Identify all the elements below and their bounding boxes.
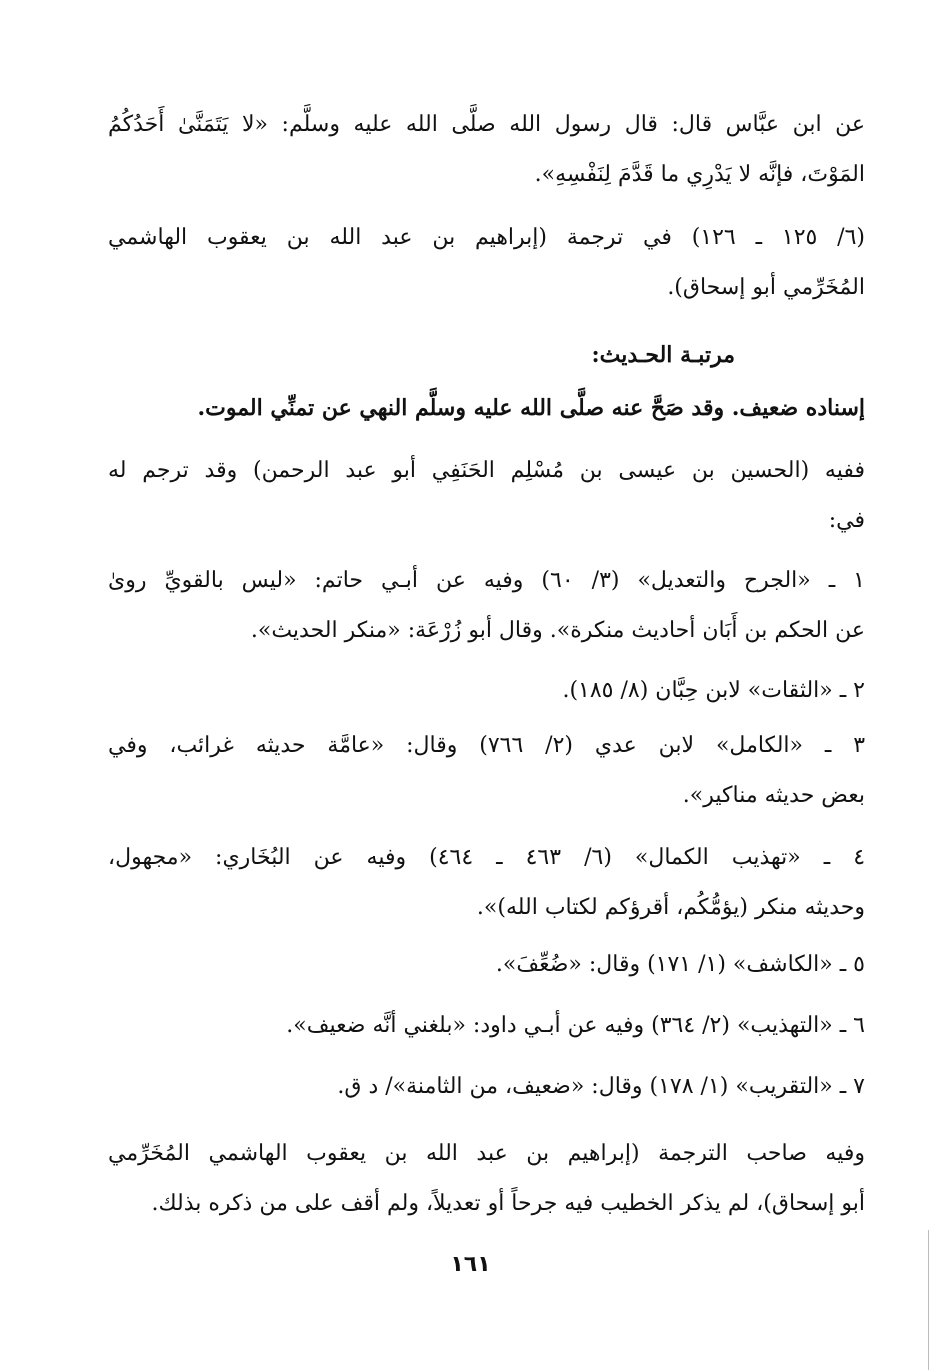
page-number: ١٦١ bbox=[450, 1252, 491, 1277]
subject-line-2: أبو إسحاق)، لم يذكر الخطيب فيه جرحاً أو تعديلاً، ولم أقف على من ذكره بذلك. bbox=[151, 1191, 865, 1216]
narrator-line-1: ففيه (الحسين بن عيسى بن مُسْلِم الحَنَفِي أبو عبد الرحمن) وقد ترجم له bbox=[108, 458, 865, 483]
source-item-3-line-2: بعض حديثه مناكير». bbox=[682, 783, 865, 808]
subject-paragraph bbox=[108, 1129, 865, 1229]
reference-line-1: (٦/ ١٢٥ ـ ١٢٦) في ترجمة (إبراهيم بن عبد الله بن يعقوب الهاشمي bbox=[108, 225, 865, 250]
source-item-1-line-1: ١ ـ «الجرح والتعديل» (٣/ ٦٠) وفيه عن أبـي حاتم: «ليس بالقويِّ روىٰ bbox=[108, 568, 865, 593]
source-item-4-line-2: وحديثه منكر (يؤمُّكُم، أقرؤكم لكتاب الله)». bbox=[476, 895, 865, 920]
source-item-1-line-2: عن الحكم بن أَبَان أحاديث منكرة». وقال أبو زُرْعَة: «منكر الحديث». bbox=[250, 618, 865, 643]
reference-line-2: المُخَرِّمي أبو إسحاق). bbox=[667, 275, 865, 300]
translation-reference bbox=[108, 213, 865, 313]
source-item-5 bbox=[108, 940, 865, 990]
hadith-line-1: عن ابن عبَّاس قال: قال رسول الله صلَّى الله عليه وسلَّم: «لا يَتَمَنَّىٰ أَحَدُكُمُ bbox=[108, 112, 865, 137]
grading-line: إسناده ضعيف. وقد صَحَّ عنه صلَّى الله عليه وسلَّم النهي عن تمنِّي الموت. bbox=[197, 395, 865, 421]
source-item-6 bbox=[108, 1001, 865, 1051]
source-item-3-line-1: ٣ ـ «الكامل» لابن عدي (٢/ ٧٦٦) وقال: «عامَّة حديثه غرائب، وفي bbox=[108, 733, 866, 758]
source-item-1 bbox=[108, 556, 865, 656]
source-item-2-text: ٢ ـ «الثقات» لابن حِبَّان (٨/ ١٨٥). bbox=[562, 678, 865, 703]
narrator-line-2: في: bbox=[828, 508, 865, 533]
source-item-6-text: ٦ ـ «التهذيب» (٢/ ٣٦٤) وفيه عن أبـي داود: «بلغني أنَّه ضعيف». bbox=[286, 1013, 865, 1038]
source-item-2 bbox=[108, 666, 865, 716]
section-title bbox=[108, 330, 735, 380]
section-title-text: مرتبـة الحـديث: bbox=[591, 342, 735, 368]
source-item-3 bbox=[108, 721, 865, 821]
subject-line-1: وفيه صاحب الترجمة (إبراهيم بن عبد الله بن يعقوب الهاشمي المُخَرِّمي bbox=[108, 1141, 865, 1166]
hadith-line-2: المَوْتَ، فإنَّه لا يَدْرِي ما قَدَّمَ لِنَفْسِهِ». bbox=[534, 162, 865, 187]
source-item-4 bbox=[108, 833, 865, 933]
narrator-paragraph bbox=[108, 446, 865, 546]
grading-paragraph bbox=[108, 383, 865, 433]
source-item-7 bbox=[108, 1062, 865, 1112]
source-item-7-text: ٧ ـ «التقريب» (١/ ١٧٨) وقال: «ضعيف، من الثامنة»/ د ق. bbox=[337, 1074, 865, 1099]
page-edge-line bbox=[928, 1230, 929, 1370]
source-item-5-text: ٥ ـ «الكاشف» (١/ ١٧١) وقال: «ضُعِّفَ». bbox=[495, 952, 865, 977]
source-item-4-line-1: ٤ ـ «تهذيب الكمال» (٦/ ٤٦٣ ـ ٤٦٤) وفيه عن البُخَاري: «مجهول، bbox=[108, 845, 866, 870]
hadith-paragraph bbox=[108, 100, 865, 200]
